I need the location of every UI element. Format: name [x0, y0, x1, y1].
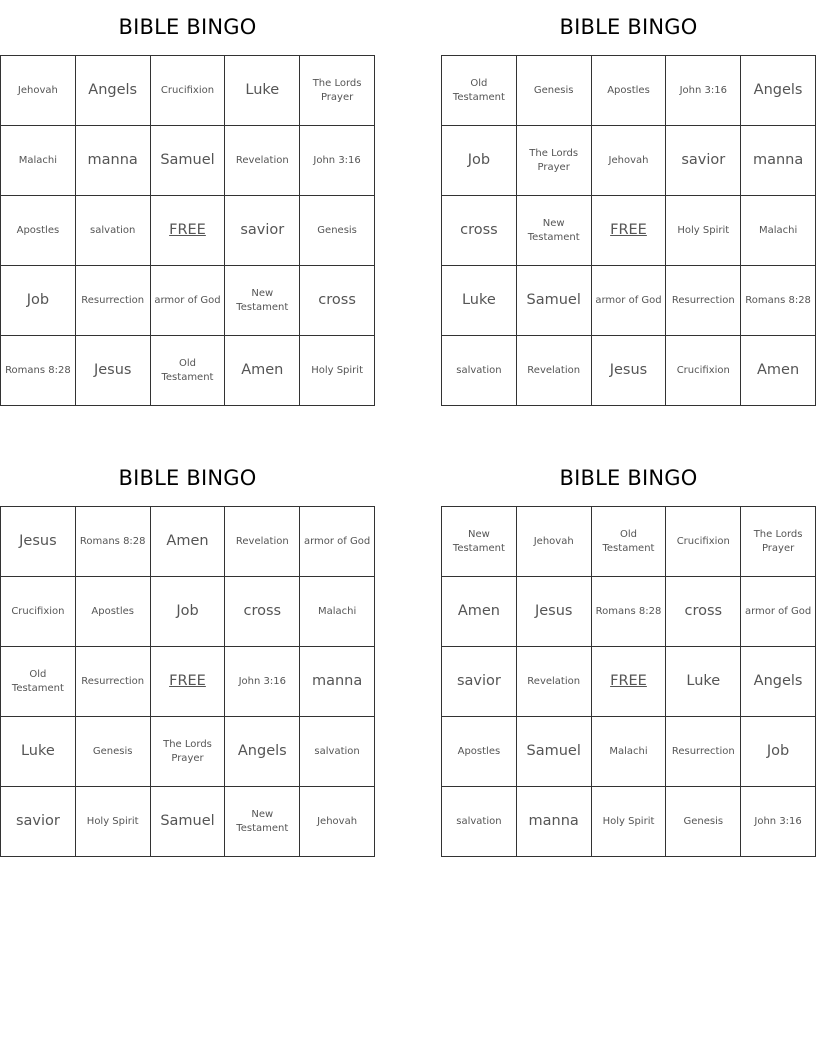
bingo-cell: Malachi [1, 126, 76, 196]
bingo-grid [0, 506, 375, 857]
bingo-cell: savior [442, 647, 517, 717]
bingo-cell: Luke [666, 647, 741, 717]
bingo-cell: manna [300, 647, 375, 717]
bingo-cell: Apostles [76, 577, 151, 647]
bingo-cell: John 3:16 [225, 647, 300, 717]
bingo-cell: Genesis [300, 196, 375, 266]
bingo-cell: armor of God [300, 507, 375, 577]
bingo-cell: Jesus [76, 336, 151, 406]
bingo-cell: cross [225, 577, 300, 647]
bingo-cell: Jehovah [517, 507, 592, 577]
bingo-cell: Crucifixion [666, 507, 741, 577]
bingo-grid [441, 55, 816, 406]
bingo-cell: Crucifixion [666, 336, 741, 406]
bingo-cell: Luke [1, 717, 76, 787]
bingo-grid [0, 55, 375, 406]
bingo-card-4 [441, 451, 816, 857]
bingo-cell: Resurrection [666, 717, 741, 787]
bingo-cell: Malachi [741, 196, 816, 266]
bingo-cell: savior [225, 196, 300, 266]
bingo-cell: savior [1, 787, 76, 857]
bingo-cell: Resurrection [76, 647, 151, 717]
bingo-cell: Revelation [517, 647, 592, 717]
bingo-cell: John 3:16 [300, 126, 375, 196]
bingo-cell: Revelation [517, 336, 592, 406]
bingo-cell: New Testament [225, 266, 300, 336]
bingo-cell: Genesis [666, 787, 741, 857]
bingo-cell: Job [741, 717, 816, 787]
bingo-cell: Luke [225, 56, 300, 126]
bingo-cell: Romans 8:28 [592, 577, 667, 647]
bingo-cell: Jesus [517, 577, 592, 647]
bingo-cell: Amen [442, 577, 517, 647]
bingo-cell: Old Testament [442, 56, 517, 126]
bingo-cell: Luke [442, 266, 517, 336]
bingo-cell: Holy Spirit [592, 787, 667, 857]
bingo-cell: Romans 8:28 [741, 266, 816, 336]
bingo-cell: salvation [76, 196, 151, 266]
bingo-cell: Amen [741, 336, 816, 406]
bingo-cell: Job [442, 126, 517, 196]
bingo-cell: The Lords Prayer [300, 56, 375, 126]
bingo-cell: New Testament [225, 787, 300, 857]
bingo-cell: Jehovah [300, 787, 375, 857]
bingo-cell: Revelation [225, 126, 300, 196]
bingo-cell: cross [666, 577, 741, 647]
bingo-cell: cross [442, 196, 517, 266]
bingo-cell: manna [741, 126, 816, 196]
bingo-cell: Genesis [76, 717, 151, 787]
bingo-cell: Apostles [442, 717, 517, 787]
bingo-cell: Samuel [517, 717, 592, 787]
bingo-cell: Amen [225, 336, 300, 406]
free-space-cell: FREE [592, 196, 667, 266]
bingo-cell: Angels [76, 56, 151, 126]
bingo-cell: John 3:16 [666, 56, 741, 126]
bingo-cell: Job [1, 266, 76, 336]
bingo-cell: Angels [741, 56, 816, 126]
bingo-cell: Genesis [517, 56, 592, 126]
card-title: BIBLE BINGO [118, 466, 257, 490]
bingo-cell: Samuel [151, 787, 226, 857]
bingo-cell: Old Testament [592, 507, 667, 577]
bingo-cell: Job [151, 577, 226, 647]
bingo-cell: armor of God [741, 577, 816, 647]
bingo-cell: savior [666, 126, 741, 196]
bingo-cell: cross [300, 266, 375, 336]
card-title: BIBLE BINGO [559, 466, 698, 490]
bingo-card-2 [441, 0, 816, 406]
bingo-cell: armor of God [592, 266, 667, 336]
bingo-cell: Old Testament [1, 647, 76, 717]
bingo-cell: Apostles [1, 196, 76, 266]
bingo-cell: Jesus [592, 336, 667, 406]
bingo-cell: The Lords Prayer [151, 717, 226, 787]
bingo-cell: Romans 8:28 [76, 507, 151, 577]
bingo-cell: Resurrection [76, 266, 151, 336]
bingo-cell: New Testament [442, 507, 517, 577]
card-title: BIBLE BINGO [559, 15, 698, 39]
free-space-cell: FREE [151, 196, 226, 266]
bingo-cell: Holy Spirit [300, 336, 375, 406]
bingo-cell: Samuel [151, 126, 226, 196]
bingo-cell: New Testament [517, 196, 592, 266]
bingo-cell: salvation [442, 787, 517, 857]
bingo-card-3 [0, 451, 375, 857]
bingo-cell: armor of God [151, 266, 226, 336]
bingo-cell: manna [76, 126, 151, 196]
bingo-cell: Samuel [517, 266, 592, 336]
bingo-cell: Malachi [592, 717, 667, 787]
bingo-cell: The Lords Prayer [741, 507, 816, 577]
bingo-cell: Jesus [1, 507, 76, 577]
bingo-cell: Holy Spirit [666, 196, 741, 266]
bingo-grid [441, 506, 816, 857]
bingo-cell: Angels [741, 647, 816, 717]
bingo-cell: John 3:16 [741, 787, 816, 857]
bingo-cell: Jehovah [592, 126, 667, 196]
free-space-cell: FREE [592, 647, 667, 717]
bingo-cell: Jehovah [1, 56, 76, 126]
bingo-cell: Amen [151, 507, 226, 577]
bingo-cell: Crucifixion [151, 56, 226, 126]
bingo-cell: The Lords Prayer [517, 126, 592, 196]
bingo-cell: Crucifixion [1, 577, 76, 647]
bingo-cell: salvation [442, 336, 517, 406]
bingo-cell: Angels [225, 717, 300, 787]
bingo-cell: manna [517, 787, 592, 857]
card-title: BIBLE BINGO [118, 15, 257, 39]
bingo-cell: Resurrection [666, 266, 741, 336]
bingo-cell: Romans 8:28 [1, 336, 76, 406]
bingo-cell: Apostles [592, 56, 667, 126]
bingo-cell: salvation [300, 717, 375, 787]
free-space-cell: FREE [151, 647, 226, 717]
bingo-cell: Malachi [300, 577, 375, 647]
bingo-cell: Old Testament [151, 336, 226, 406]
bingo-cell: Holy Spirit [76, 787, 151, 857]
bingo-cell: Revelation [225, 507, 300, 577]
bingo-card-1 [0, 0, 375, 406]
